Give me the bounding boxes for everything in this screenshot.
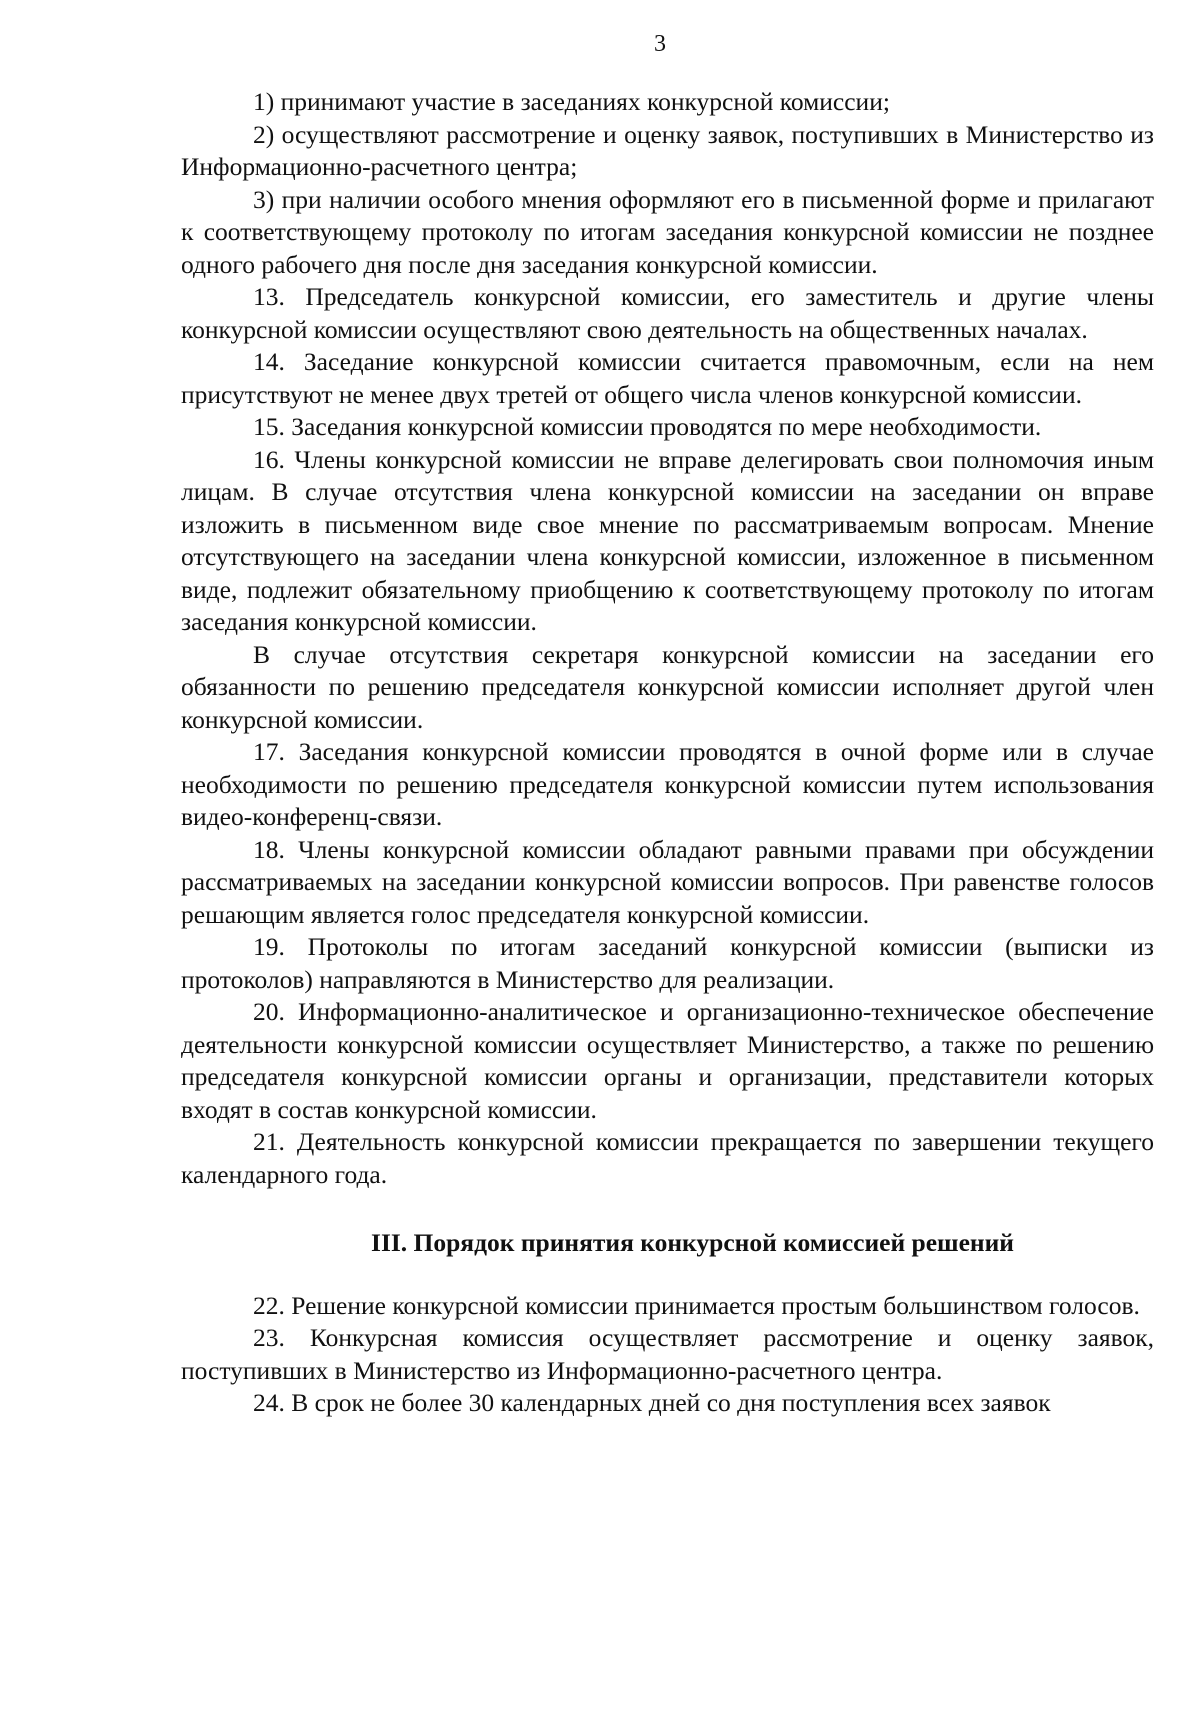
paragraph-18: 18. Члены конкурсной комиссии обладают равными правами при обсуждении рассматриваемых на заседании конкурсной комиссии вопросов. При равенстве голосов решающим является голос председателя конкурсной комиссии. bbox=[181, 834, 1154, 929]
paragraph-17: 17. Заседания конкурсной комиссии проводятся в очной форме или в случае необходимости по решению председателя конкурсной комиссии путем использования видео-конференц-связи. bbox=[181, 737, 1154, 831]
section-heading: III. Порядок принятия конкурсной комиссией решений bbox=[371, 1228, 1014, 1257]
paragraph-21: 21. Деятельность конкурсной комиссии прекращается по завершении текущего календарного года. bbox=[181, 1127, 1154, 1189]
paragraph-22: 22. Решение конкурсной комиссии принимается простым большинством голосов. bbox=[253, 1290, 1140, 1320]
document-body bbox=[181, 86, 1154, 1420]
paragraph-item-2: 2) осуществляют рассмотрение и оценку заявок, поступивших в Министерство из Информационно-расчетного центра; bbox=[181, 119, 1154, 181]
paragraph-19: 19. Протоколы по итогам заседаний конкурсной комиссии (выписки из протоколов) направляются в Министерство для реализации. bbox=[181, 932, 1154, 994]
paragraph-16: 16. Члены конкурсной комиссии не вправе делегировать свои полномочия иным лицам. В случае отсутствия члена конкурсной комиссии на заседании он вправе изложить в письменном виде свое мнение по рассматриваемым вопросам. Мнение отсутствующего на заседании члена конкурсной комиссии, изложенное в письменном виде, подлежит обязательному приобщению к соответствующему протоколу по итогам заседания конкурсной комиссии. bbox=[181, 444, 1154, 636]
paragraph-24: 24. В срок не более 30 календарных дней со дня поступления всех заявок bbox=[253, 1388, 1051, 1417]
paragraph-20: 20. Информационно-аналитическое и организационно-техническое обеспечение деятельности конкурсной комиссии осуществляет Министерство, а также по решению председателя конкурсной комиссии органы и организации, представители которых входят в состав конкурсной комиссии. bbox=[181, 997, 1154, 1124]
paragraph-item-1: 1) принимают участие в заседаниях конкурсной комиссии; bbox=[253, 87, 890, 116]
paragraph-23: 23. Конкурсная комиссия осуществляет рассмотрение и оценку заявок, поступивших в Министерство из Информационно-расчетного центра. bbox=[181, 1323, 1154, 1385]
paragraph-13: 13. Председатель конкурсной комиссии, его заместитель и другие члены конкурсной комиссии осуществляют свою деятельность на общественных началах. bbox=[181, 282, 1154, 344]
paragraph-item-3: 3) при наличии особого мнения оформляют его в письменной форме и прилагают к соответствующему протоколу по итогам заседания конкурсной комиссии не позднее одного рабочего дня после дня заседания конкурсной комиссии. bbox=[181, 184, 1154, 279]
paragraph-15: 15. Заседания конкурсной комиссии проводятся по мере необходимости. bbox=[253, 412, 1042, 441]
page-number: 3 bbox=[654, 31, 666, 57]
paragraph-14: 14. Заседание конкурсной комиссии считается правомочным, если на нем присутствуют не менее двух третей от общего числа членов конкурсной комиссии. bbox=[181, 347, 1154, 409]
paragraph-16-continued: В случае отсутствия секретаря конкурсной комиссии на заседании его обязанности по решению председателя конкурсной комиссии исполняет другой член конкурсной комиссии. bbox=[181, 639, 1154, 734]
